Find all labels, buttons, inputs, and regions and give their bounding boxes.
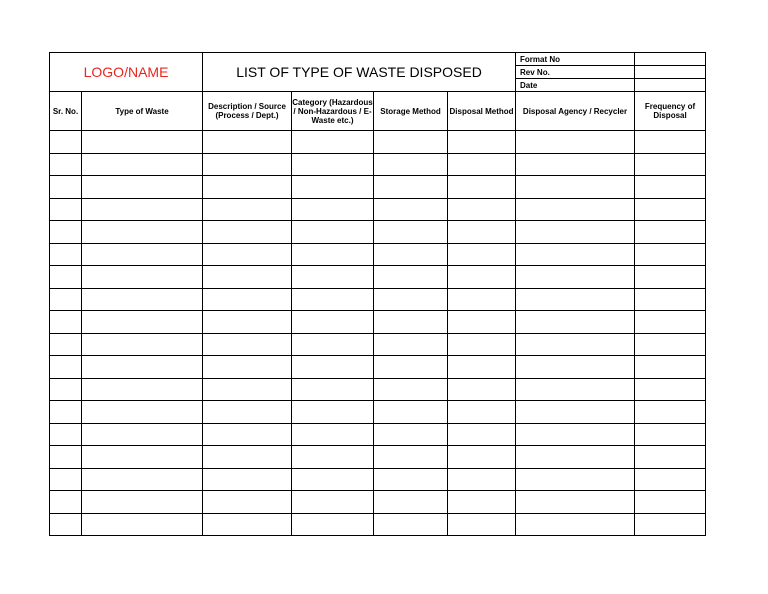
table-row: [50, 266, 706, 289]
table-cell[interactable]: [516, 311, 635, 334]
table-cell[interactable]: [292, 356, 374, 379]
col-type-of-waste: Type of Waste: [82, 92, 203, 131]
table-cell[interactable]: [635, 221, 706, 244]
table-cell[interactable]: [448, 221, 516, 244]
table-cell[interactable]: [292, 378, 374, 401]
col-sr-no: Sr. No.: [50, 92, 82, 131]
table-cell[interactable]: [635, 401, 706, 424]
table-cell[interactable]: [82, 446, 203, 469]
table-cell[interactable]: [82, 378, 203, 401]
table-row: [50, 198, 706, 221]
table-row: [50, 221, 706, 244]
table-cell[interactable]: [50, 356, 82, 379]
table-cell[interactable]: [203, 356, 292, 379]
table-cell[interactable]: [203, 221, 292, 244]
table-cell[interactable]: [448, 198, 516, 221]
table-cell[interactable]: [374, 446, 448, 469]
table-cell[interactable]: [516, 176, 635, 199]
table-cell[interactable]: [292, 446, 374, 469]
table-row: [50, 491, 706, 514]
table-row: [50, 468, 706, 491]
table-cell[interactable]: [292, 401, 374, 424]
format-no-value[interactable]: [635, 53, 706, 66]
table-cell[interactable]: [635, 333, 706, 356]
table-row: [50, 243, 706, 266]
table-cell[interactable]: [448, 243, 516, 266]
table-cell[interactable]: [82, 513, 203, 536]
table-cell[interactable]: [292, 266, 374, 289]
table-cell[interactable]: [516, 266, 635, 289]
table-cell[interactable]: [203, 176, 292, 199]
table-cell[interactable]: [448, 153, 516, 176]
table-cell[interactable]: [635, 243, 706, 266]
table-cell[interactable]: [292, 491, 374, 514]
table-cell[interactable]: [635, 356, 706, 379]
table-cell[interactable]: [516, 221, 635, 244]
table-cell[interactable]: [292, 333, 374, 356]
table-cell[interactable]: [292, 423, 374, 446]
table-cell[interactable]: [374, 491, 448, 514]
table-cell[interactable]: [374, 198, 448, 221]
table-cell[interactable]: [203, 311, 292, 334]
table-cell[interactable]: [82, 266, 203, 289]
table-cell[interactable]: [203, 198, 292, 221]
table-row: [50, 356, 706, 379]
col-disposal-method: Disposal Method: [448, 92, 516, 131]
table-cell[interactable]: [374, 176, 448, 199]
table-cell[interactable]: [292, 131, 374, 154]
table-cell[interactable]: [50, 266, 82, 289]
table-row: [50, 423, 706, 446]
format-no-label: Format No: [516, 53, 635, 66]
table-cell[interactable]: [82, 333, 203, 356]
table-cell[interactable]: [448, 131, 516, 154]
table-cell[interactable]: [50, 423, 82, 446]
table-cell[interactable]: [203, 491, 292, 514]
table-cell[interactable]: [635, 513, 706, 536]
col-frequency: Frequency of Disposal: [635, 92, 706, 131]
table-cell[interactable]: [374, 423, 448, 446]
table-cell[interactable]: [292, 243, 374, 266]
table-cell[interactable]: [635, 446, 706, 469]
table-cell[interactable]: [82, 198, 203, 221]
table-cell[interactable]: [374, 513, 448, 536]
date-value[interactable]: [635, 79, 706, 92]
table-cell[interactable]: [292, 513, 374, 536]
table-cell[interactable]: [448, 333, 516, 356]
table-cell[interactable]: [50, 378, 82, 401]
table-row: [50, 176, 706, 199]
table-cell[interactable]: [374, 131, 448, 154]
table-cell[interactable]: [50, 198, 82, 221]
table-cell[interactable]: [374, 221, 448, 244]
table-cell[interactable]: [292, 198, 374, 221]
table-cell[interactable]: [374, 378, 448, 401]
table-cell[interactable]: [448, 491, 516, 514]
table-cell[interactable]: [82, 221, 203, 244]
table-cell[interactable]: [203, 153, 292, 176]
col-description-source: Description / Source (Process / Dept.): [203, 92, 292, 131]
table-row: [50, 131, 706, 154]
table-row: [50, 153, 706, 176]
table-cell[interactable]: [203, 401, 292, 424]
date-label: Date: [516, 79, 635, 92]
table-cell[interactable]: [448, 423, 516, 446]
table-cell[interactable]: [516, 131, 635, 154]
table-cell[interactable]: [82, 491, 203, 514]
table-cell[interactable]: [50, 311, 82, 334]
table-row: [50, 513, 706, 536]
table-cell[interactable]: [50, 176, 82, 199]
table-cell[interactable]: [635, 491, 706, 514]
table-cell[interactable]: [50, 243, 82, 266]
table-cell[interactable]: [635, 468, 706, 491]
table-cell[interactable]: [635, 198, 706, 221]
table-cell[interactable]: [374, 243, 448, 266]
table-row: [50, 446, 706, 469]
table-cell[interactable]: [374, 333, 448, 356]
table-row: [50, 378, 706, 401]
form-title: LIST OF TYPE OF WASTE DISPOSED: [203, 53, 516, 92]
table-cell[interactable]: [516, 153, 635, 176]
table-cell[interactable]: [516, 446, 635, 469]
table-cell[interactable]: [448, 401, 516, 424]
table-cell[interactable]: [374, 153, 448, 176]
table-cell[interactable]: [50, 446, 82, 469]
table-cell[interactable]: [203, 131, 292, 154]
table-cell[interactable]: [82, 401, 203, 424]
col-disposal-agency: Disposal Agency / Recycler: [516, 92, 635, 131]
table-cell[interactable]: [374, 266, 448, 289]
table-cell[interactable]: [516, 198, 635, 221]
table-cell[interactable]: [82, 311, 203, 334]
table-cell[interactable]: [635, 288, 706, 311]
table-cell[interactable]: [203, 423, 292, 446]
table-cell[interactable]: [635, 311, 706, 334]
table-cell[interactable]: [448, 446, 516, 469]
table-cell[interactable]: [82, 153, 203, 176]
table-cell[interactable]: [516, 468, 635, 491]
table-cell[interactable]: [374, 288, 448, 311]
table-cell[interactable]: [635, 378, 706, 401]
table-cell[interactable]: [50, 333, 82, 356]
table-cell[interactable]: [203, 266, 292, 289]
table-cell[interactable]: [516, 333, 635, 356]
table-cell[interactable]: [82, 356, 203, 379]
table-cell[interactable]: [516, 288, 635, 311]
table-cell[interactable]: [374, 311, 448, 334]
table-cell[interactable]: [516, 491, 635, 514]
table-cell[interactable]: [50, 491, 82, 514]
table-cell[interactable]: [203, 333, 292, 356]
table-cell[interactable]: [50, 468, 82, 491]
table-cell[interactable]: [50, 131, 82, 154]
table-cell[interactable]: [635, 153, 706, 176]
table-row: [50, 311, 706, 334]
table-cell[interactable]: [203, 288, 292, 311]
table-cell[interactable]: [635, 266, 706, 289]
column-header-row: [50, 92, 706, 131]
rev-no-label: Rev No.: [516, 66, 635, 79]
table-row: [50, 401, 706, 424]
table-cell[interactable]: [203, 243, 292, 266]
col-storage-method: Storage Method: [374, 92, 448, 131]
table-cell[interactable]: [448, 311, 516, 334]
table-cell[interactable]: [448, 378, 516, 401]
table-cell[interactable]: [516, 401, 635, 424]
table-cell[interactable]: [292, 153, 374, 176]
table-cell[interactable]: [50, 401, 82, 424]
table-row: [50, 288, 706, 311]
table-cell[interactable]: [448, 356, 516, 379]
table-row: [50, 333, 706, 356]
table-cell[interactable]: [203, 513, 292, 536]
table-cell[interactable]: [203, 378, 292, 401]
col-category: Category (Hazardous / Non-Hazardous / E-Waste etc.): [292, 92, 374, 131]
table-cell[interactable]: [82, 131, 203, 154]
table-cell[interactable]: [374, 468, 448, 491]
table-cell[interactable]: [292, 468, 374, 491]
table-cell[interactable]: [292, 176, 374, 199]
table-cell[interactable]: [635, 423, 706, 446]
table-cell[interactable]: [635, 176, 706, 199]
table-cell[interactable]: [203, 468, 292, 491]
table-cell[interactable]: [516, 356, 635, 379]
table-cell[interactable]: [448, 266, 516, 289]
table-cell[interactable]: [82, 288, 203, 311]
rev-no-value[interactable]: [635, 66, 706, 79]
table-cell[interactable]: [82, 468, 203, 491]
table-cell[interactable]: [50, 288, 82, 311]
table-cell[interactable]: [50, 153, 82, 176]
table-cell[interactable]: [82, 423, 203, 446]
table-cell[interactable]: [374, 356, 448, 379]
table-cell[interactable]: [448, 468, 516, 491]
table-cell[interactable]: [374, 401, 448, 424]
table-cell[interactable]: [50, 221, 82, 244]
logo-name: LOGO/NAME: [50, 53, 203, 92]
table-cell[interactable]: [448, 176, 516, 199]
table-cell[interactable]: [82, 176, 203, 199]
waste-disposal-form: [49, 52, 706, 536]
table-cell[interactable]: [82, 243, 203, 266]
table-cell[interactable]: [292, 288, 374, 311]
table-cell[interactable]: [516, 378, 635, 401]
table-cell[interactable]: [292, 221, 374, 244]
table-cell[interactable]: [635, 131, 706, 154]
table-cell[interactable]: [50, 513, 82, 536]
table-cell[interactable]: [292, 311, 374, 334]
table-cell[interactable]: [516, 513, 635, 536]
table-cell[interactable]: [203, 446, 292, 469]
table-cell[interactable]: [448, 288, 516, 311]
table-cell[interactable]: [448, 513, 516, 536]
table-cell[interactable]: [516, 243, 635, 266]
table-cell[interactable]: [516, 423, 635, 446]
